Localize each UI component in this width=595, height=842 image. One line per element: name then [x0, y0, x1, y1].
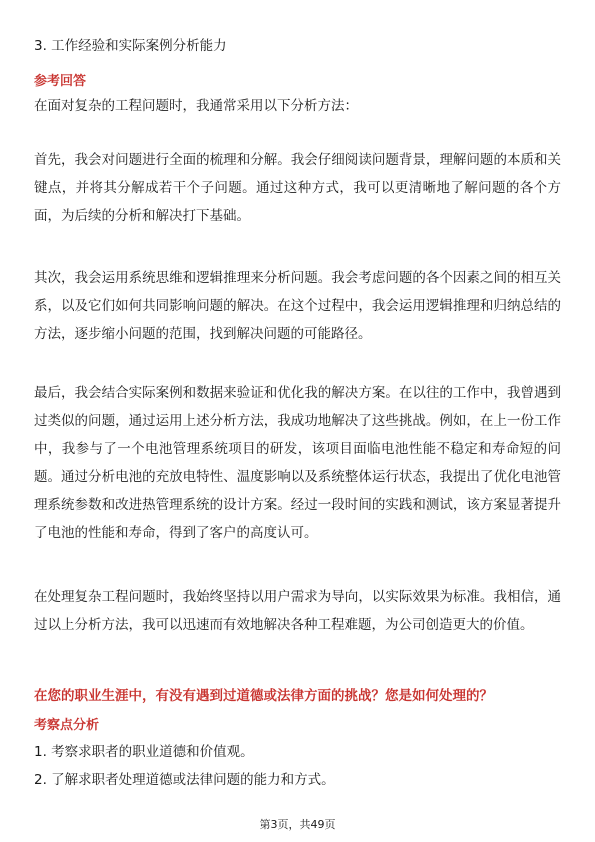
paragraph-2: 其次，我会运用系统思维和逻辑推理来分析问题。我会考虑问题的各个因素之间的相互关系，以及它们如何共同影响问题的解决。在这个过程中，我会运用逻辑推理和归纳总结的方法，逐步缩小问题的范围，找到解决问题的可能路径。: [34, 270, 561, 342]
analysis-item-2: 2. 了解求职者处理道德或法律问题的能力和方式。: [34, 772, 335, 788]
section-heading: 3. 工作经验和实际案例分析能力: [34, 38, 227, 54]
paragraph-1: 首先，我会对问题进行全面的梳理和分解。我会仔细阅读问题背景，理解问题的本质和关键点，并将其分解成若干个子问题。通过这种方式，我可以更清晰地了解问题的各个方面，为后续的分析和解决打下基础。: [34, 152, 561, 224]
interview-question: 在您的职业生涯中，有没有遇到过道德或法律方面的挑战？您是如何处理的？: [34, 688, 493, 704]
analysis-label: 考察点分析: [34, 718, 100, 733]
paragraph-4: 在处理复杂工程问题时，我始终坚持以用户需求为导向，以实际效果为标准。我相信，通过以上分析方法，我可以迅速而有效地解决各种工程难题，为公司创造更大的价值。: [34, 589, 561, 633]
analysis-item-1: 1. 考察求职者的职业道德和价值观。: [34, 744, 254, 760]
intro-paragraph: 在面对复杂的工程问题时，我通常采用以下分析方法：: [34, 98, 358, 114]
page-indicator: 第3页，共49页: [259, 818, 336, 831]
answer-label: 参考回答: [34, 74, 87, 89]
paragraph-3: 最后，我会结合实际案例和数据来验证和优化我的解决方案。在以往的工作中，我曾遇到过类似的问题，通过运用上述分析方法，我成功地解决了这些挑战。例如，在上一份工作中，我参与了一个电池管理系统项目的研发，该项目面临电池性能不稳定和寿命短的问题。通过分析电池的充放电特性、温度影响以及系统整体运行状态，我提出了优化电池管理系统参数和改进热管理系统的设计方案。经过一段时间的实践和测试，该方案显著提升了电池的性能和寿命，得到了客户的高度认可。: [34, 385, 561, 541]
